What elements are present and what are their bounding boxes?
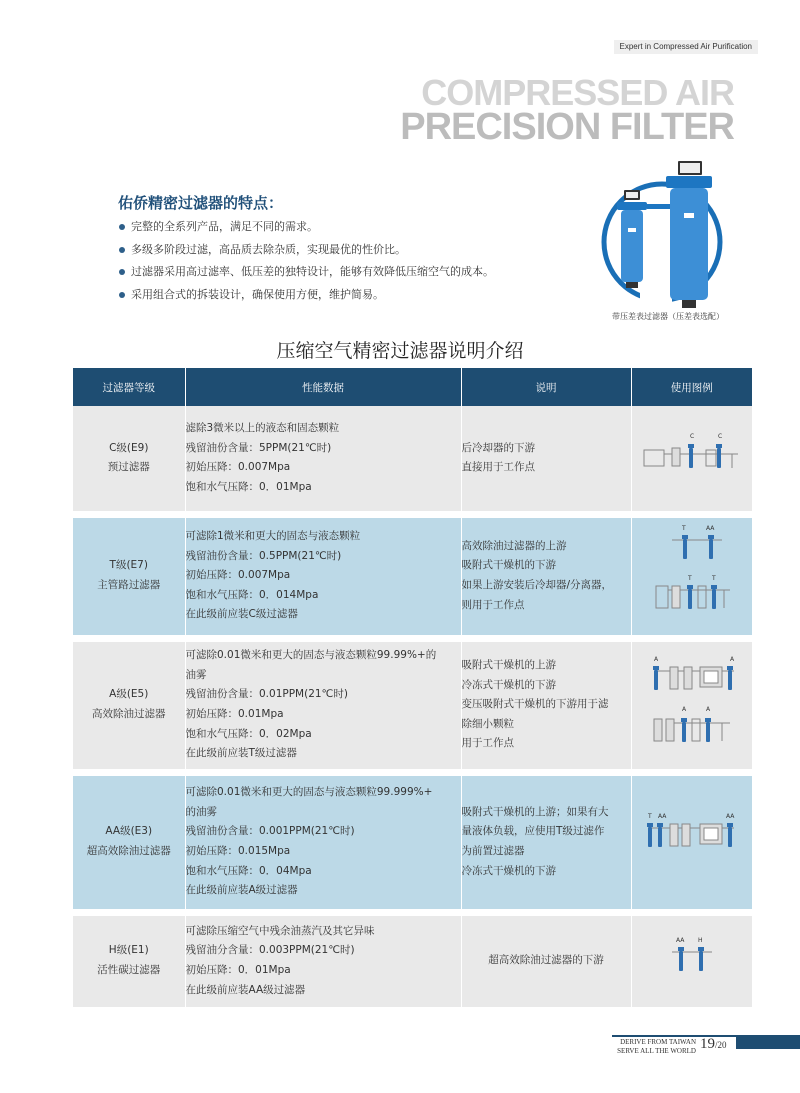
page-total: /20 [715, 1040, 727, 1050]
desc-line: 直接用于工作点 [461, 461, 535, 474]
usage-diagram-aa [642, 808, 742, 868]
desc-line: 变压吸附式干燥机的下游用于滤 [461, 698, 609, 711]
perf-line: 的油雾 [185, 805, 217, 818]
filter-name: 超高效除油过滤器 [86, 845, 171, 857]
diagram-label: AA [675, 937, 685, 945]
filter-spec-table [73, 368, 752, 1014]
perf-line: 在此级前应装AA级过滤器 [185, 983, 306, 996]
diagram-label: A [653, 656, 658, 664]
diagram-label: AA [725, 813, 735, 821]
perf-line: 在此级前应装A级过滤器 [185, 884, 298, 897]
perf-line: 在此级前应装T级过滤器 [185, 747, 297, 760]
footer-slogan [612, 1038, 696, 1056]
perf-line: 残留油份含量：0.01PPM(21℃时) [185, 688, 348, 701]
table-row [73, 912, 752, 1010]
perf-line: 可滤除压缩空气中残余油蒸汽及其它异味 [185, 924, 375, 937]
perf-line: 在此级前应装C级过滤器 [185, 608, 298, 621]
feature-item: 过滤器采用高过滤率、低压差的独特设计，能够有效降低压缩空气的成本。 [118, 261, 494, 284]
product-filter-illustration [596, 158, 736, 318]
table-row [73, 772, 752, 912]
filter-level: C级(E9) [109, 441, 149, 454]
feature-item: 完整的全系列产品，满足不同的需求。 [118, 216, 494, 239]
desc-line: 超高效除油过滤器的下游 [488, 954, 604, 967]
features-title: 佑侨精密过滤器的特点： [118, 194, 284, 212]
desc-line: 冷冻式干燥机的下游 [461, 864, 556, 877]
desc-line: 高效除油过滤器的上游 [461, 539, 567, 552]
perf-line: 初始压降：0.015Mpa [185, 845, 291, 857]
usage-diagram-h [662, 932, 722, 982]
perf-line: 残留油分含量：0.003PPM(21℃时) [185, 944, 355, 957]
filter-name: 高效除油过滤器 [92, 708, 166, 720]
diagram-label: T [681, 525, 686, 533]
features-list [118, 216, 494, 306]
feature-item: 多级多阶段过滤，高品质去除杂质，实现最优的性价比。 [118, 239, 494, 262]
usage-diagram-t [642, 520, 742, 624]
product-caption: 带压差表过滤器（压差表选配） [612, 312, 724, 321]
diagram-label: H [697, 937, 703, 945]
perf-line: 饱和水气压降：0．014Mpa [185, 588, 319, 601]
filter-name: 主管路过滤器 [97, 579, 161, 591]
footer-bar [736, 1035, 800, 1049]
desc-line: 后冷却器的下游 [461, 441, 535, 454]
perf-line: 初始压降：0.007Mpa [185, 461, 291, 474]
desc-line: 冷冻式干燥机的下游 [461, 678, 556, 691]
perf-line: 初始压降：0.007Mpa [185, 569, 291, 582]
filter-level: T级(E7) [109, 559, 148, 572]
desc-line: 则用于工作点 [461, 598, 525, 611]
diagram-label: AA [657, 813, 667, 821]
perf-line: 饱和水气压降：0．04Mpa [185, 864, 312, 877]
desc-line: 吸附式干燥机的上游 [461, 659, 556, 672]
filter-level: AA级(E3) [105, 825, 153, 838]
perf-line: 可滤除0.01微米和更大的固态与液态颗粒99.999%+ [185, 786, 433, 799]
perf-line: 饱和水气压降：0．02Mpa [185, 727, 312, 740]
desc-line: 吸附式干燥机的上游；如果有大 [461, 805, 609, 818]
perf-line: 残留油份含量：0.5PPM(21℃时) [185, 549, 342, 562]
diagram-label: C [689, 433, 694, 441]
desc-line: 除细小颗粒 [461, 717, 514, 730]
diagram-label: A [729, 656, 734, 664]
filter-level: A级(E5) [109, 688, 149, 701]
perf-line: 滤除3微米以上的液态和固态颗粒 [185, 422, 340, 435]
page-current: 19 [700, 1036, 715, 1052]
feature-item: 采用组合式的拆装设计，确保使用方便，维护简易。 [118, 284, 494, 307]
desc-line: 吸附式干燥机的下游 [461, 559, 556, 572]
perf-line: 残留油份含量：0.001PPM(21℃时) [185, 825, 355, 838]
section-title: 压缩空气精密过滤器说明介绍 [276, 340, 524, 362]
filter-name: 活性碳过滤器 [97, 964, 161, 976]
diagram-label: AA [705, 525, 715, 533]
usage-diagram-a [642, 649, 742, 753]
usage-diagram-c [642, 424, 742, 484]
diagram-label: T [711, 575, 716, 583]
hero-title-line1: COMPRESSED AIR [421, 72, 734, 113]
perf-line: 可滤除1微米和更大的固态与液态颗粒 [185, 530, 361, 543]
perf-line: 饱和水气压降：0．01Mpa [185, 480, 312, 493]
table-row [73, 514, 752, 638]
diagram-label: T [687, 575, 692, 583]
desc-line: 为前置过滤器 [461, 845, 525, 857]
diagram-label: C [717, 433, 722, 441]
desc-line: 如果上游安装后冷却器/分离器， [461, 579, 613, 591]
page-number [700, 1036, 727, 1053]
header-tagline: Expert in Compressed Air Purification [614, 40, 759, 54]
table-header-row [73, 368, 752, 406]
diagram-label: A [705, 706, 710, 714]
footer-slogan-line1: DERIVE FROM TAIWAN [620, 1038, 696, 1046]
col-header-example: 使用图例 [631, 368, 752, 406]
diagram-label: T [647, 813, 652, 821]
perf-line: 残留油份含量：5PPM(21℃时) [185, 441, 332, 454]
col-header-performance: 性能数据 [185, 368, 461, 406]
perf-line: 可滤除0.01微米和更大的固态与液态颗粒99.99%+的 [185, 649, 437, 662]
desc-line: 量液体负载，应使用T级过滤作 [461, 825, 605, 838]
footer-slogan-line2: SERVE ALL THE WORLD [617, 1047, 696, 1055]
filter-level: H级(E1) [108, 944, 149, 957]
table-row [73, 406, 752, 514]
perf-line: 油雾 [185, 668, 207, 681]
hero-title-line2: PRECISION FILTER [400, 106, 734, 148]
perf-line: 初始压降：0.01Mpa [185, 708, 284, 720]
table-row [73, 638, 752, 772]
col-header-description: 说明 [461, 368, 631, 406]
diagram-label: A [681, 706, 686, 714]
filter-name: 预过滤器 [107, 461, 150, 474]
desc-line: 用于工作点 [461, 737, 514, 750]
col-header-level: 过滤器等级 [73, 368, 185, 406]
perf-line: 初始压降：0．01Mpa [185, 964, 291, 976]
